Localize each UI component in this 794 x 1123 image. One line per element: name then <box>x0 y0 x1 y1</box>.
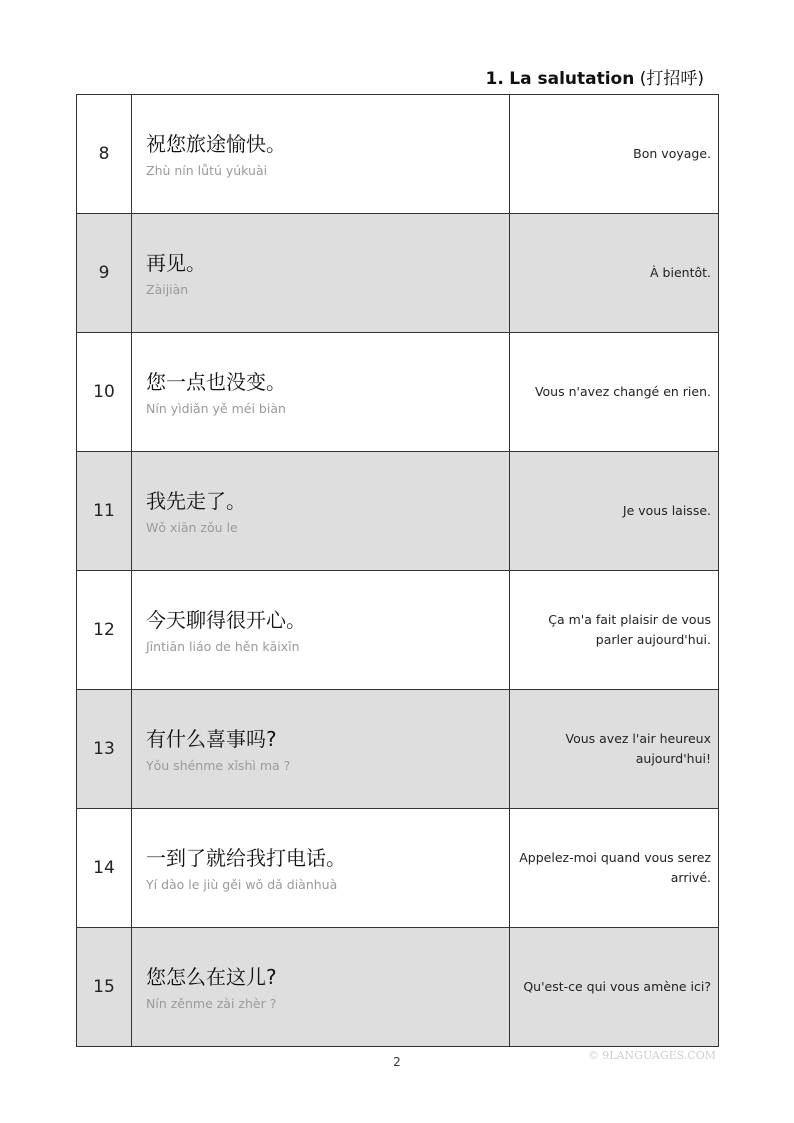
page-number: 2 <box>393 1055 401 1069</box>
table-row <box>77 809 718 928</box>
pinyin-text: Nín zěnme zài zhèr ? <box>146 995 277 1011</box>
table-row <box>77 690 718 809</box>
row-number: 12 <box>77 571 132 689</box>
table-row <box>77 214 718 333</box>
chinese-phrase: 您怎么在这儿? <box>146 964 277 989</box>
section-title-chinese: (打招呼) <box>639 69 704 89</box>
chinese-phrase: 您一点也没变。 <box>146 369 286 394</box>
pinyin-text: Yǒu shénme xǐshì ma ? <box>146 757 291 773</box>
row-number: 15 <box>77 928 132 1046</box>
chinese-phrase: 祝您旅途愉快。 <box>146 131 286 156</box>
chinese-cell <box>132 452 510 570</box>
table-row <box>77 333 718 452</box>
pinyin-text: Yí dào le jiù gěi wǒ dǎ diànhuà <box>146 876 338 892</box>
section-heading <box>486 64 704 89</box>
table-row <box>77 95 718 214</box>
pinyin-text: Nín yìdiǎn yě méi biàn <box>146 400 286 416</box>
french-translation: Ça m'a fait plaisir de vous parler aujourd'hui. <box>548 612 711 647</box>
french-translation: Qu'est-ce qui vous amène ici? <box>523 979 711 994</box>
watermark: © 9LANGUAGES.COM <box>587 1049 716 1062</box>
chinese-phrase: 再见。 <box>146 250 206 275</box>
chinese-phrase: 我先走了。 <box>146 488 246 513</box>
chinese-cell <box>132 690 510 808</box>
table-row <box>77 452 718 571</box>
chinese-phrase: 有什么喜事吗? <box>146 726 277 751</box>
row-number: 11 <box>77 452 132 570</box>
table-row <box>77 571 718 690</box>
pinyin-text: Zàijiàn <box>146 281 189 297</box>
chinese-cell <box>132 95 510 213</box>
french-translation: Bon voyage. <box>633 146 711 161</box>
row-number: 13 <box>77 690 132 808</box>
pinyin-text: Jīntiān liáo de hěn kāixīn <box>146 638 300 654</box>
chinese-phrase: 今天聊得很开心。 <box>146 607 306 632</box>
french-translation: À bientôt. <box>650 265 711 280</box>
row-number: 14 <box>77 809 132 927</box>
section-number: 1. <box>485 69 504 89</box>
chinese-cell <box>132 809 510 927</box>
french-translation: Vous n'avez changé en rien. <box>534 384 711 399</box>
chinese-cell <box>132 928 510 1046</box>
row-number: 9 <box>77 214 132 332</box>
table-row <box>77 928 718 1047</box>
row-number: 10 <box>77 333 132 451</box>
phrase-table <box>76 94 719 1047</box>
chinese-phrase: 一到了就给我打电话。 <box>146 845 346 870</box>
pinyin-text: Zhù nín lǚtú yúkuài <box>146 162 268 178</box>
row-number: 8 <box>77 95 132 213</box>
chinese-cell <box>132 214 510 332</box>
french-translation: Appelez-moi quand vous serez arrivé. <box>519 850 711 885</box>
french-translation: Je vous laisse. <box>622 503 711 518</box>
section-title: La salutation <box>509 69 635 89</box>
french-translation: Vous avez l'air heureux aujourd'hui! <box>565 731 711 766</box>
pinyin-text: Wǒ xiān zǒu le <box>146 519 238 535</box>
chinese-cell <box>132 571 510 689</box>
chinese-cell <box>132 333 510 451</box>
